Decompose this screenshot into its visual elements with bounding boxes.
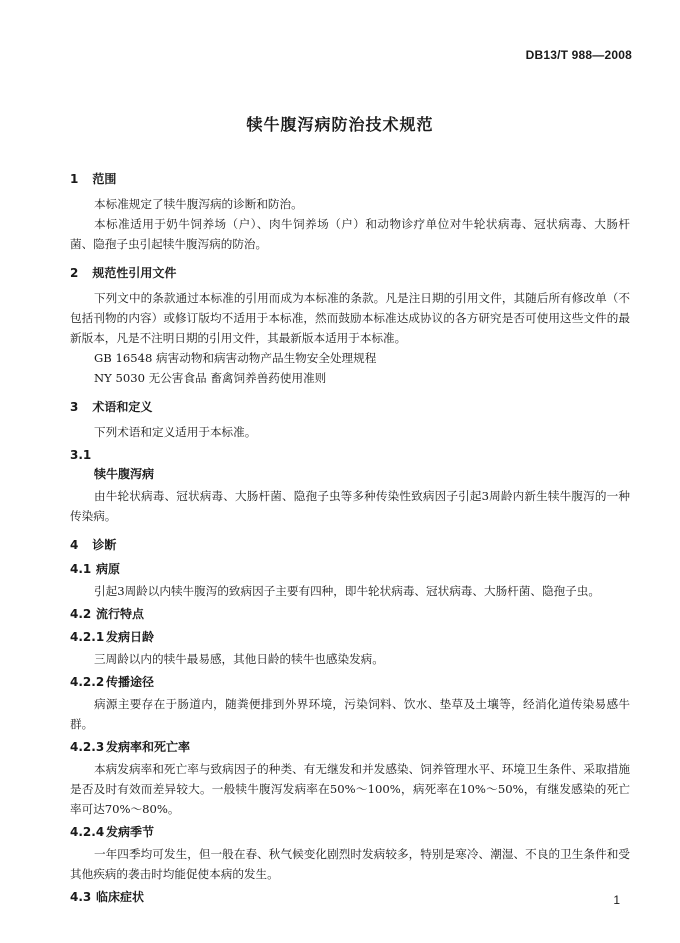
normative-reference: NY 5030 无公害食品 畜禽饲养兽药使用准则 [94,371,327,385]
section-heading-3 [70,398,630,417]
section-heading-2 [70,264,630,283]
paragraph: 一年四季均可发生，但一般在春、秋气候变化剧烈时发病较多，特别是寒冷、潮湿、不良的卫生条件和受其他疾病的袭击时均能促使本病的发生。 [70,847,630,881]
section-number: 4.2 [70,607,92,621]
section-number: 4.2.1 [70,630,105,644]
subsection-heading-4-3 [70,888,630,907]
subsection-heading-4-2-2 [70,673,630,692]
term-definition: 由牛轮状病毒、冠状病毒、大肠杆菌、隐孢子虫等多种传染性致病因子引起3周龄内新生犊牛腹泻的一种传染病。 [70,489,630,523]
section-number: 4.2.2 [70,675,105,689]
section-number: 4.2.4 [70,825,105,839]
subsection-heading-4-2-3 [70,738,630,757]
paragraph: 本标准规定了犊牛腹泻病的诊断和防治。 [94,197,303,211]
document-title: 犊牛腹泻病防治技术规范 [246,115,434,134]
subsection-heading-4-2-4 [70,823,630,842]
section-number: 3 [70,400,79,414]
normative-reference: GB 16548 病害动物和病害动物产品生物安全处理规程 [94,351,377,365]
section-number: 4 [70,538,79,552]
paragraph: 三周龄以内的犊牛最易感，其他日龄的犊牛也感染发病。 [94,652,384,666]
section-title: 术语和定义 [92,400,153,414]
subsection-heading-4-2 [70,605,630,624]
section-title: 诊断 [92,538,117,552]
paragraph: 病源主要存在于肠道内，随粪便排到外界环境，污染饲料、饮水、垫草及土壤等，经消化道传染易感牛群。 [70,697,630,731]
section-number: 4.2.3 [70,740,105,754]
term-name: 犊牛腹泻病 [94,467,155,481]
paragraph: 本病发病率和死亡率与致病因子的种类、有无继发和并发感染、饲养管理水平、环境卫生条件、采取措施是否及时有效而差异较大。一般犊牛腹泻发病率在50%～100%，病死率在10%～50%，有继发感染的死亡率可达70%～80%。 [70,762,630,816]
subsection-heading-4-1 [70,560,630,579]
section-title: 临床症状 [96,890,145,904]
paragraph: 引起3周龄以内犊牛腹泻的致病因子主要有四种，即牛轮状病毒、冠状病毒、大肠杆菌、隐孢子虫。 [94,584,600,598]
section-number: 1 [70,172,79,186]
subsection-heading-4-2-1 [70,628,630,647]
section-title: 发病日龄 [106,630,155,644]
paragraph: 下列术语和定义适用于本标准。 [94,425,257,439]
section-number: 2 [70,266,79,280]
paragraph: 本标准适用于奶牛饲养场（户）、肉牛饲养场（户）和动物诊疗单位对牛轮状病毒、冠状病毒、大肠杆菌、隐孢子虫引起犊牛腹泻病的防治。 [70,217,630,251]
section-heading-1 [70,170,630,189]
section-title: 规范性引用文件 [92,266,177,280]
section-title: 传播途径 [106,675,155,689]
section-number: 4.1 [70,562,92,576]
page-number: 1 [613,893,620,907]
section-title: 流行特点 [96,607,145,621]
section-heading-4 [70,536,630,555]
term-number: 3.1 [70,448,92,462]
section-number: 4.3 [70,890,92,904]
paragraph: 下列文中的条款通过本标准的引用而成为本标准的条款。凡是注日期的引用文件，其随后所有修改单（不包括刊物的内容）或修订版均不适用于本标准，然而鼓励本标准达成协议的各方研究是否可使用这些文件的最新版本，凡是不注明日期的引用文件，其最新版本适用于本标准。 [70,291,630,345]
section-title: 病原 [96,562,121,576]
standard-code: DB13/T 988—2008 [525,48,632,62]
section-title: 范围 [92,172,117,186]
document-body [70,170,630,909]
section-title: 发病季节 [106,825,155,839]
section-title: 发病率和死亡率 [106,740,191,754]
